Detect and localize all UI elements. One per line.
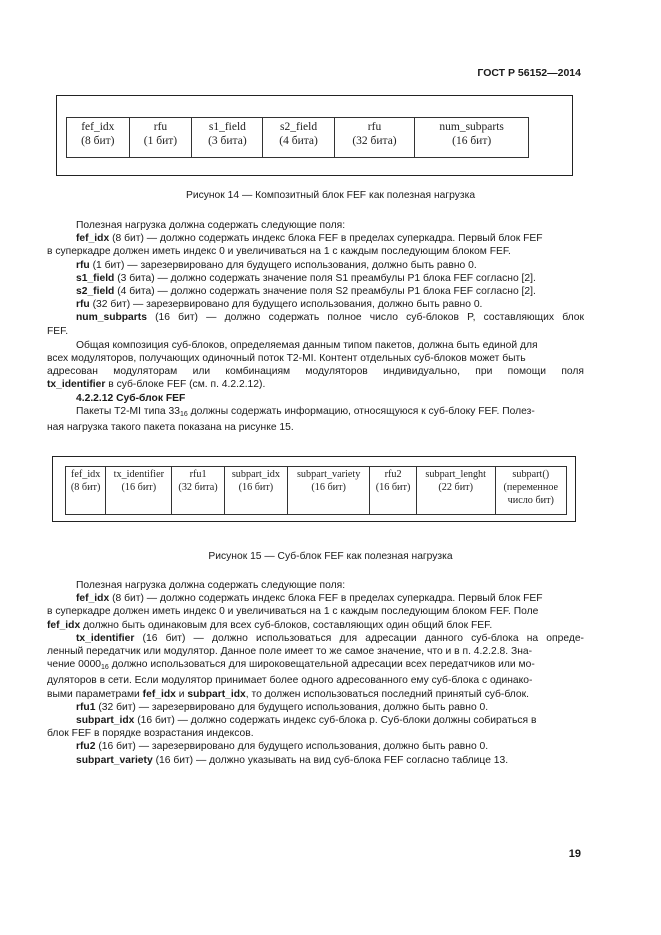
- field-size: (32 бита): [178, 481, 218, 493]
- field-cell: [224, 467, 287, 515]
- paragraph-line: Общая композиция суб-блоков, определяемая данным типом пакетов, должна быть единой для: [76, 339, 538, 351]
- field-size: (3 бита): [208, 135, 247, 148]
- field-cell: [106, 467, 172, 515]
- paragraph-line: всех модуляторов, получающих одиночный поток T2-MI. Контент отдельных суб-блоков может быть: [47, 353, 526, 365]
- field-size: (16 бит): [452, 135, 492, 148]
- page-number: 19: [568, 848, 581, 860]
- field-term: subpart_idx: [187, 688, 246, 700]
- definition-text: выми параметрами: [47, 688, 140, 700]
- field-name: rfu2: [384, 469, 402, 480]
- field-term: tx_identifier: [76, 632, 135, 644]
- field-cell: [263, 118, 334, 158]
- field-cell: [67, 118, 130, 158]
- definition-line: [47, 754, 584, 767]
- field-size: (16 бит): [238, 481, 274, 493]
- field-name: num_subparts: [439, 121, 504, 133]
- definition-line: [47, 619, 584, 632]
- paragraph-text: в суб-блоке FEF (см. п. 4.2.2.12).: [108, 379, 266, 391]
- field-size: (16 бит): [375, 481, 411, 493]
- field-cell: [370, 467, 417, 515]
- field-term: num_subparts: [76, 312, 147, 324]
- definition-text: (16 бит) — зарезервировано для будущего использования, должно быть равно 0.: [98, 741, 489, 753]
- section-heading: [47, 392, 584, 405]
- field-term: fef_idx: [142, 688, 176, 700]
- definition-text: (16 бит) — должно содержать полное число суб-блоков P, составляющих блок: [155, 312, 584, 324]
- field-term: fef_idx: [76, 233, 110, 245]
- field-term: rfu: [76, 259, 90, 271]
- field-name: fef_idx: [81, 121, 115, 133]
- field-size: (1 бит): [143, 135, 178, 148]
- section-2-text: [47, 579, 584, 767]
- field-cell: [495, 467, 566, 515]
- field-size: (переменное: [503, 481, 559, 493]
- field-term: subpart_variety: [76, 754, 153, 766]
- field-size: (22 бит): [438, 481, 474, 493]
- field-size: (16 бит): [311, 481, 346, 493]
- definition-text: (16 бит) — должно использоваться для адресации данного суб-блока на опреде-: [142, 632, 584, 644]
- section-1-text: [47, 219, 584, 434]
- paragraph-line: ная нагрузка такого пакета показана на рисунке 15.: [47, 422, 294, 434]
- definition-line: FEF.: [47, 325, 69, 337]
- field-cell: [192, 118, 263, 158]
- field-size: число бит): [507, 494, 554, 506]
- field-name: fef_idx: [70, 469, 101, 480]
- field-size: (16 бит): [121, 481, 157, 493]
- definition-line: [47, 311, 584, 324]
- definition-text: должно быть одинаковым для всех суб-блоков, составляющих один общий блок FEF.: [83, 619, 493, 631]
- field-name: s2_field: [280, 121, 318, 133]
- field-cell: [129, 118, 192, 158]
- field-cell: [334, 118, 415, 158]
- field-name: rfu: [367, 121, 382, 133]
- definition-line: [47, 701, 584, 714]
- definition-text: (16 бит) — должно содержать индекс суб-блока p. Суб-блоки должны собираться в: [137, 715, 537, 727]
- field-term: s1_field: [76, 272, 115, 284]
- definition-line: [47, 259, 584, 272]
- definition-text: должно использоваться для широковещательной адресации всех передатчиков или мо-: [108, 659, 535, 671]
- figure-15-caption: Рисунок 15 — Суб-блок FEF как полезная нагрузка: [208, 551, 453, 562]
- field-size: (32 бита): [352, 135, 397, 148]
- definition-line: в суперкадре должен иметь индекс 0 и увеличиваться на 1 с каждым последующим блоком FEF. Поле: [47, 606, 539, 618]
- field-name: tx_identifier: [113, 469, 164, 480]
- definition-line: [47, 298, 584, 311]
- definition-line: [47, 232, 584, 245]
- field-name: subpart_idx: [231, 469, 280, 480]
- definition-text: (16 бит) — должно указывать на вид суб-блока FEF согласно таблице 13.: [155, 754, 509, 766]
- definition-line: [47, 272, 584, 285]
- definition-line: блок FEF в порядке возрастания индексов.: [47, 728, 254, 740]
- definition-line: [47, 688, 584, 701]
- paragraph-line: [47, 405, 584, 421]
- definition-text: (8 бит) — должно содержать индекс блока FEF в пределах суперкадра. Первый блок FEF: [112, 593, 543, 605]
- field-cell: [288, 467, 370, 515]
- field-term: rfu1: [76, 701, 96, 713]
- field-term: tx_identifier: [47, 379, 106, 391]
- paragraph-intro: Полезная нагрузка должна содержать следующие поля:: [76, 580, 346, 591]
- field-size: (8 бит): [70, 481, 101, 493]
- definition-line: [47, 658, 584, 674]
- definition-text: чение 0000: [47, 659, 102, 671]
- definition-text: (32 бит) — зарезервировано для будущего использования, должно быть равно 0.: [98, 701, 489, 713]
- field-cell: [415, 118, 529, 158]
- paragraph-intro: Полезная нагрузка должна содержать следующие поля:: [76, 220, 346, 231]
- definition-line: [47, 592, 584, 605]
- field-cell: [416, 467, 495, 515]
- definition-line: дуляторов в сети. Если модулятор принимает более одного адресованного ему суб-блока с одинако-: [47, 675, 533, 687]
- figure-15-table: [65, 466, 567, 515]
- field-term: s2_field: [76, 286, 115, 298]
- definition-line: ленный передатчик или модулятор. Данное поле имеет то же самое значение, что и в п. 4.2.2.8. Зна-: [47, 646, 533, 658]
- definition-text: (8 бит) — должно содержать индекс блока FEF в пределах суперкадра. Первый блок FEF: [112, 233, 543, 245]
- field-name: s1_field: [208, 121, 246, 133]
- field-term: fef_idx: [76, 593, 110, 605]
- field-term: rfu2: [76, 741, 96, 753]
- definition-line: [47, 740, 584, 753]
- field-term: subpart_idx: [76, 715, 135, 727]
- definition-line: [47, 632, 584, 645]
- definition-text: и: [178, 688, 185, 700]
- paragraph-text: должны содержать информацию, относящуюся к суб-блоку FEF. Полез-: [187, 405, 535, 417]
- heading-text: 4.2.2.12 Суб-блок FEF: [76, 392, 186, 404]
- subscript: 16: [101, 664, 109, 672]
- field-size: (4 бита): [279, 135, 318, 148]
- definition-line: [47, 285, 584, 298]
- figure-14-caption: Рисунок 14 — Композитный блок FEF как полезная нагрузка: [185, 190, 476, 201]
- subscript: 16: [179, 410, 188, 418]
- definition-text: (1 бит) — зарезервировано для будущего использования, должно быть равно 0.: [92, 259, 477, 271]
- paragraph-line: [47, 378, 584, 391]
- field-cell: [172, 467, 224, 515]
- definition-line: в суперкадре должен иметь индекс 0 и увеличиваться на 1 с каждым последующим блоком FEF.: [47, 246, 511, 258]
- standard-header: ГОСТ Р 56152—2014: [477, 67, 581, 79]
- field-name: subpart_variety: [296, 469, 361, 480]
- field-cell: [66, 467, 106, 515]
- field-size: (8 бит): [81, 135, 115, 148]
- definition-text: (32 бит) — зарезервировано для будущего использования, должно быть равно 0.: [92, 299, 483, 311]
- paragraph-text: Пакеты T2-MI типа 33: [76, 405, 180, 417]
- field-term: fef_idx: [47, 619, 81, 631]
- field-name: rfu: [153, 121, 168, 133]
- definition-text: (4 бита) — должно содержать значение поля S2 преамбулы P1 блока FEF согласно [2].: [117, 286, 536, 298]
- definition-line: [47, 714, 584, 727]
- field-term: rfu: [76, 299, 90, 311]
- field-name: subpart_lenght: [425, 469, 486, 480]
- field-name: subpart(): [512, 469, 550, 480]
- figure-14-table: [66, 117, 529, 158]
- field-name: rfu1: [189, 469, 207, 480]
- definition-text: (3 бита) — должно содержать значение поля S1 преамбулы P1 блока FEF согласно [2].: [117, 272, 536, 284]
- paragraph-line: адресован модуляторам или комбинациям модуляторов индивидуально, при помощи поля: [47, 366, 584, 378]
- definition-text: , то должен использоваться последний принятый суб-блок.: [245, 688, 530, 700]
